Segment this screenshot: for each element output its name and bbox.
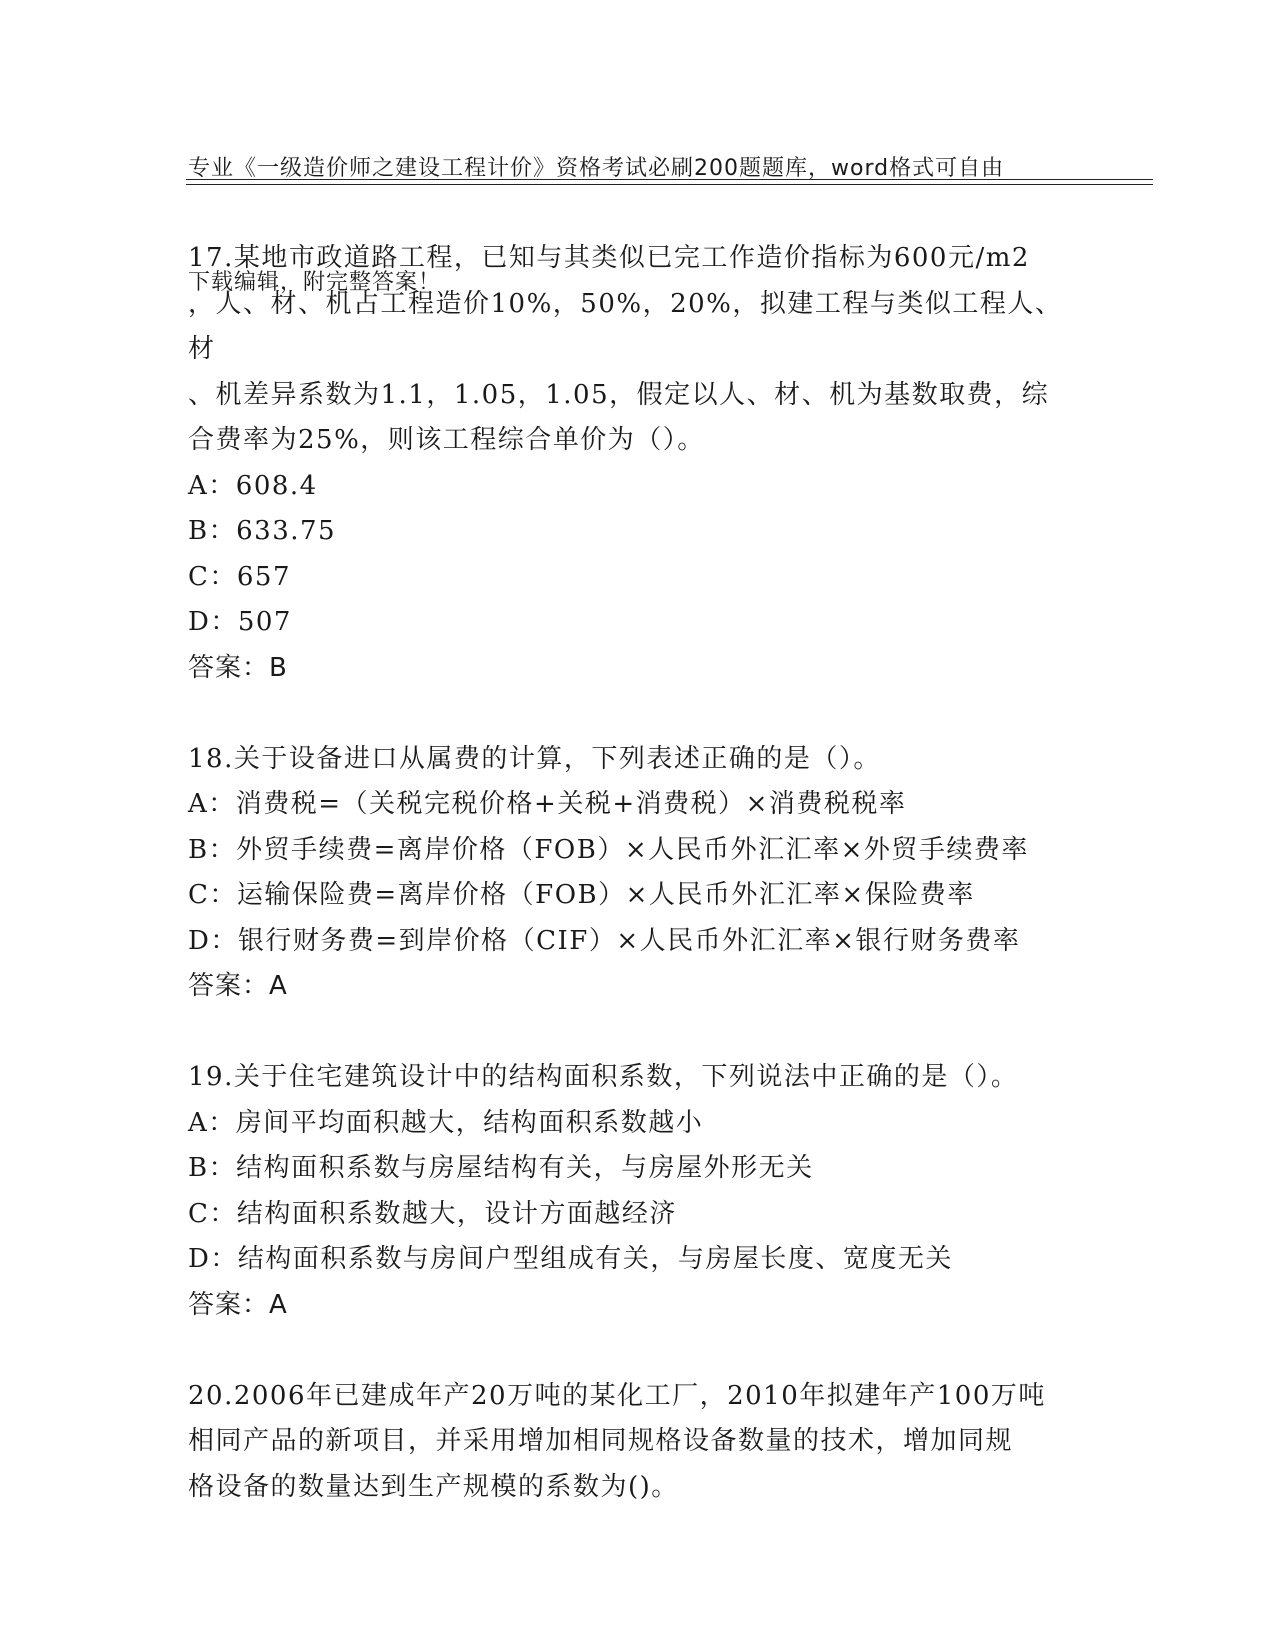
option-c: C：结构面积系数越大，设计方面越经济	[188, 1198, 677, 1229]
option-c: C：运输保险费=离岸价格（FOB）×人民币外汇汇率×保险费率	[188, 880, 975, 910]
header-line-2: 下载编辑，附完整答案！	[188, 270, 442, 295]
option-d: D：银行财务费=到岸价格（CIF）×人民币外汇汇率×银行财务费率	[188, 925, 1021, 956]
question-stem-line: 19.关于住宅建筑设计中的结构面积系数，下列说法中正确的是（）。	[188, 1062, 1019, 1092]
answer-line: 答案：B	[188, 652, 288, 683]
option-a: A：房间平均面积越大，结构面积系数越小	[188, 1107, 704, 1138]
question-stem-line: 17.某地市政道路工程，已知与其类似已完工作造价指标为600元/m2	[188, 243, 1030, 273]
answer-line: 答案：A	[188, 1289, 288, 1320]
question-spacer	[188, 691, 1088, 737]
option-c: C：657	[188, 561, 292, 592]
question-18	[188, 737, 1088, 1010]
option-a: A：消费税=（关税完税价格+关税+消费税）×消费税税率	[188, 789, 907, 819]
question-stem-line: 18.关于设备进口从属费的计算，下列表述正确的是（）。	[188, 743, 881, 774]
option-b: B：633.75	[188, 516, 337, 546]
question-stem-line: 20.2006年已建成年产20万吨的某化工厂，2010年拟建年产100万吨	[188, 1380, 1046, 1411]
question-stem-line: 相同产品的新项目，并采用增加相同规格设备数量的技术，增加同规	[188, 1426, 1014, 1456]
question-spacer	[188, 1328, 1088, 1374]
option-d: D：结构面积系数与房间户型组成有关，与房屋长度、宽度无关	[188, 1244, 953, 1274]
question-19	[188, 1055, 1088, 1328]
question-stem-line: ，人、材、机占工程造价10%，50%，20%，拟建工程与类似工程人、材	[188, 288, 1063, 364]
header-line-1: 专业《一级造价师之建设工程计价》资格考试必刷200题题库，word格式可自由	[188, 156, 1005, 181]
option-b: B：结构面积系数与房屋结构有关，与房屋外形无关	[188, 1153, 814, 1183]
question-17	[188, 236, 1088, 691]
question-list	[188, 236, 1088, 1510]
option-b: B：外贸手续费=离岸价格（FOB）×人民币外汇汇率×外贸手续费率	[188, 834, 1029, 865]
question-stem-line: 合费率为25%，则该工程综合单价为（）。	[188, 425, 705, 455]
question-stem-line: 、机差异系数为1.1，1.05，1.05，假定以人、材、机为基数取费，综	[188, 379, 1050, 410]
option-d: D：507	[188, 607, 292, 637]
question-spacer	[188, 1010, 1088, 1056]
answer-line: 答案：A	[188, 971, 288, 1001]
header-divider-top	[186, 179, 1153, 180]
question-20	[188, 1374, 1088, 1511]
header-divider-bottom	[186, 184, 1153, 185]
question-stem-line: 格设备的数量达到生产规模的系数为()。	[188, 1471, 679, 1502]
option-a: A：608.4	[188, 470, 318, 501]
